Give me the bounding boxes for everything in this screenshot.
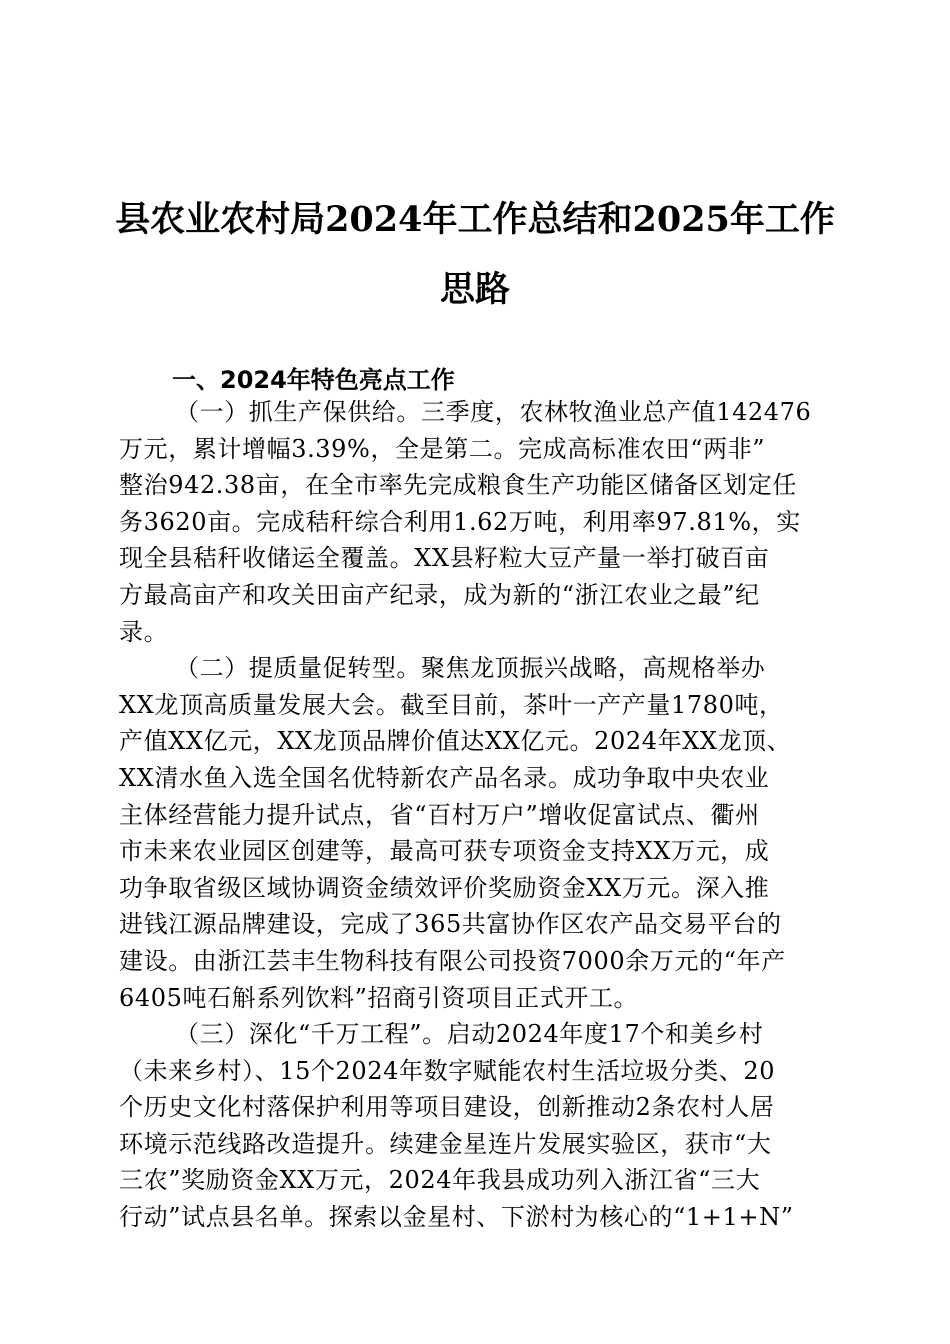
paragraph-3-line: 个历史文化村落保护利用等项目建设，创新推动2条农村人居 [119,1093,775,1122]
paragraph-2-line: 市未来农业园区创建等，最高可获专项资金支持XX万元，成 [119,837,770,866]
paragraph-2-line: 建设。由浙江芸丰生物科技有限公司投资7000余万元的“年产 [119,946,786,975]
paragraph-2-line: 6405吨石斛系列饮料”招商引资项目正式开工。 [119,983,639,1012]
document-body [119,394,831,1236]
section-heading-1: 一、2024年特色亮点工作 [172,366,455,394]
document-title-line-2: 思路 [439,269,510,310]
document-title-line-1: 县农业农村局2024年工作总结和2025年工作 [115,199,835,240]
paragraph-3-line: 环境示范线路改造提升。续建金星连片发展实验区，获市“大 [119,1129,772,1158]
paragraph-2-line: XX清水鱼入选全国名优特新农产品名录。成功争取中央农业 [119,763,770,792]
paragraph-3-line: （三）深化“千万工程”。启动2024年度17个和美乡村 [175,1020,764,1049]
paragraph-2-line: （二）提质量促转型。聚焦龙顶振兴战略，高规格举办 [175,654,766,683]
paragraph-3 [119,1016,831,1236]
paragraph-1-line: 务3620亩。完成秸秆综合利用1.62万吨，利用率97.81%，实 [119,507,801,536]
paragraph-3-line: （未来乡村）、15个2024年数字赋能农村生活垃圾分类、20 [119,1056,776,1085]
paragraph-1-line: 现全县秸秆收储运全覆盖。XX县籽粒大豆产量一举打破百亩 [119,544,770,573]
paragraph-1-line: 万元，累计增幅3.39%，全是第二。完成高标准农田“两非” [119,434,766,463]
paragraph-2 [119,650,831,1016]
paragraph-1 [119,394,831,650]
paragraph-1-line: 方最高亩产和攻关田亩产纪录，成为新的“浙江农业之最”纪 [119,580,760,609]
paragraph-1-line: 录。 [119,617,169,646]
paragraph-2-line: XX龙顶高质量发展大会。截至目前，茶叶一产产量1780吨， [119,690,784,719]
paragraph-2-line: 主体经营能力提升试点，省“百村万户”增收促富试点、衢州 [119,800,760,829]
paragraph-1-line: （一）抓生产保供给。三季度，农林牧渔业总产值142476 [175,398,812,426]
paragraph-3-line: 行动”试点县名单。探索以金星村、下淤村为核心的“1+1+N” [119,1203,794,1232]
paragraph-2-line: 功争取省级区域协调资金绩效评价奖励资金XX万元。深入推 [119,873,770,902]
paragraph-1-line: 整治942.38亩，在全市率先完成粮食生产功能区储备区划定任 [119,471,797,500]
paragraph-2-line: 进钱江源品牌建设，完成了365共富协作区农产品交易平台的 [119,910,782,939]
paragraph-2-line: 产值XX亿元，XX龙顶品牌价值达XX亿元。2024年XX龙顶、 [119,727,792,756]
paragraph-3-line: 三农”奖励资金XX万元，2024年我县成功列入浙江省“三大 [119,1166,761,1195]
